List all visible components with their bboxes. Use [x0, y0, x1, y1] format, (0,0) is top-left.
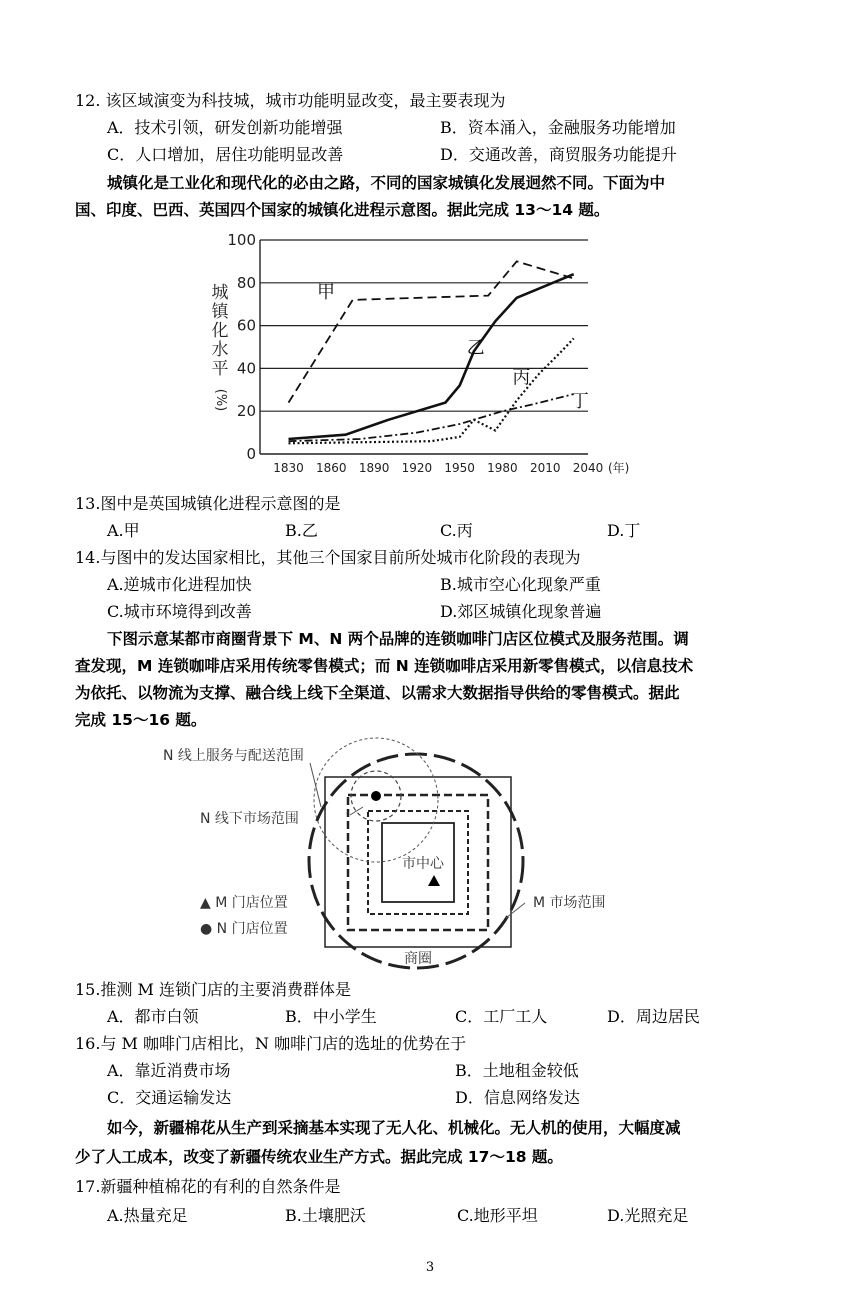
series-line-丁 [289, 394, 574, 441]
q15-option-c: C．工厂工人 [455, 1007, 548, 1026]
q17-option-c: C.地形平坦 [457, 1206, 538, 1225]
y-tick-label: 60 [236, 316, 256, 335]
y-axis-label-char: 化 [211, 321, 229, 341]
question-16-stem: 16.与 M 咖啡门店相比，N 咖啡门店的选址的优势在于 [75, 1034, 467, 1053]
x-tick-label: 1950 [444, 461, 475, 475]
x-tick-label: 1890 [358, 461, 390, 475]
q13-option-c: C.丙 [440, 521, 473, 540]
x-tick-label: 1860 [316, 461, 347, 475]
urbanization-chart [200, 228, 660, 486]
q16-option-b: B．土地租金较低 [455, 1061, 579, 1080]
q15-option-d: D．周边居民 [607, 1007, 700, 1026]
q12-option-a: A．技术引领，研发创新功能增强 [107, 118, 343, 137]
label-m-market: M 市场范围 [533, 895, 606, 911]
label-shangquan: 商圈 [404, 951, 432, 967]
question-15-stem: 15.推测 M 连锁门店的主要消费群体是 [75, 980, 352, 999]
q12-option-b: B．资本涌入，金融服务功能增加 [440, 118, 676, 137]
q15-option-a: A．都市白领 [107, 1007, 199, 1026]
series-label-丙: 丙 [512, 367, 531, 389]
legend-m-store: ▲ M 门店位置 [200, 895, 288, 911]
intro-17-line1: 如今，新疆棉花从生产到采摘基本实现了无人化、机械化。无人机的使用，大幅度减 [107, 1119, 681, 1137]
series-label-甲: 甲 [317, 281, 336, 303]
y-tick-label: 40 [236, 359, 256, 378]
intro-15-line2: 查发现，M 连锁咖啡店采用传统零售模式；而 N 连锁咖啡店采用新零售模式，以信息技术 [75, 657, 694, 675]
intro-13-line1: 城镇化是工业化和现代化的必由之路，不同的国家城镇化发展迥然不同。下面为中 [107, 174, 666, 192]
y-tick-label: 100 [227, 231, 256, 249]
q13-option-b: B.乙 [285, 521, 318, 540]
q14-option-a: A.逆城市化进程加快 [107, 575, 252, 594]
n-store-marker [371, 791, 381, 801]
y-axis-label-char: 城 [211, 283, 229, 303]
y-tick-label: 20 [236, 402, 256, 421]
q14-option-d: D.郊区城镇化现象普遍 [440, 602, 602, 621]
q17-option-b: B.土壤肥沃 [285, 1206, 366, 1225]
q16-option-c: C．交通运输发达 [107, 1088, 232, 1107]
x-tick-label: 1830 [273, 461, 304, 475]
coffee-shop-diagram [150, 735, 650, 975]
intro-15-line3: 为依托、以物流为支撑、融合线上线下全渠道、以需求大数据指导供给的零售模式。据此 [75, 684, 680, 702]
intro-17-line2: 少了人工成本，改变了新疆传统农业生产方式。据此完成 17～18 题。 [75, 1148, 563, 1166]
q12-option-d: D．交通改善，商贸服务功能提升 [440, 145, 677, 164]
x-tick-label: 2040 [572, 461, 604, 475]
label-city-center: 市中心 [402, 856, 444, 872]
q16-option-d: D．信息网络发达 [455, 1088, 580, 1107]
x-axis-unit: (年) [608, 461, 630, 475]
legend-n-store: ● N 门店位置 [200, 921, 288, 937]
intro-13-line2: 国、印度、巴西、英国四个国家的城镇化进程示意图。据此完成 13～14 题。 [75, 201, 610, 219]
series-label-乙: 乙 [466, 337, 485, 359]
label-n-offline: N 线下市场范围 [200, 811, 299, 827]
chart-grid [260, 240, 588, 411]
series-line-丙 [289, 338, 574, 443]
question-13-stem: 13.图中是英国城镇化进程示意图的是 [75, 494, 341, 513]
chart-axes [260, 240, 588, 454]
m-store-marker [428, 875, 440, 886]
q17-option-a: A.热量充足 [107, 1206, 188, 1225]
y-tick-label: 80 [236, 273, 256, 292]
y-axis-label-char: 平 [211, 359, 229, 379]
q17-option-d: D.光照充足 [607, 1206, 689, 1225]
q12-option-c: C．人口增加，居住功能明显改善 [107, 145, 344, 164]
q13-option-a: A.甲 [107, 521, 140, 540]
x-tick-label: 2010 [529, 461, 561, 475]
question-17-stem: 17.新疆种植棉花的有利的自然条件是 [75, 1177, 341, 1196]
q14-option-c: C.城市环境得到改善 [107, 602, 252, 621]
intro-15-line1: 下图示意某都市商圈背景下 M、N 两个品牌的连锁咖啡门店区位模式及服务范围。调 [107, 630, 689, 648]
q16-option-a: A．靠近消费市场 [107, 1061, 231, 1080]
page-number: 3 [425, 1260, 435, 1275]
q14-option-b: B.城市空心化现象严重 [440, 575, 601, 594]
q13-option-d: D.丁 [607, 521, 641, 540]
intro-15-line4: 完成 15～16 题。 [75, 711, 207, 729]
question-14-stem: 14.与图中的发达国家相比，其他三个国家目前所处城市化阶段的表现为 [75, 548, 581, 567]
label-n-online: N 线上服务与配送范围 [163, 748, 304, 764]
chart-labels [212, 282, 589, 412]
question-12-stem: 12. 该区域演变为科技城，城市功能明显改变，最主要表现为 [75, 91, 506, 110]
y-axis-unit: (%) [213, 388, 228, 412]
series-label-丁: 丁 [570, 390, 589, 412]
q15-option-b: B．中小学生 [285, 1007, 377, 1026]
y-tick-label: 0 [246, 445, 256, 463]
y-axis-label-char: 水 [211, 340, 229, 360]
x-tick-label: 1980 [487, 461, 518, 475]
y-axis-label-char: 镇 [211, 302, 229, 322]
x-tick-label: 1920 [401, 461, 433, 475]
chart-ticks [227, 231, 629, 475]
